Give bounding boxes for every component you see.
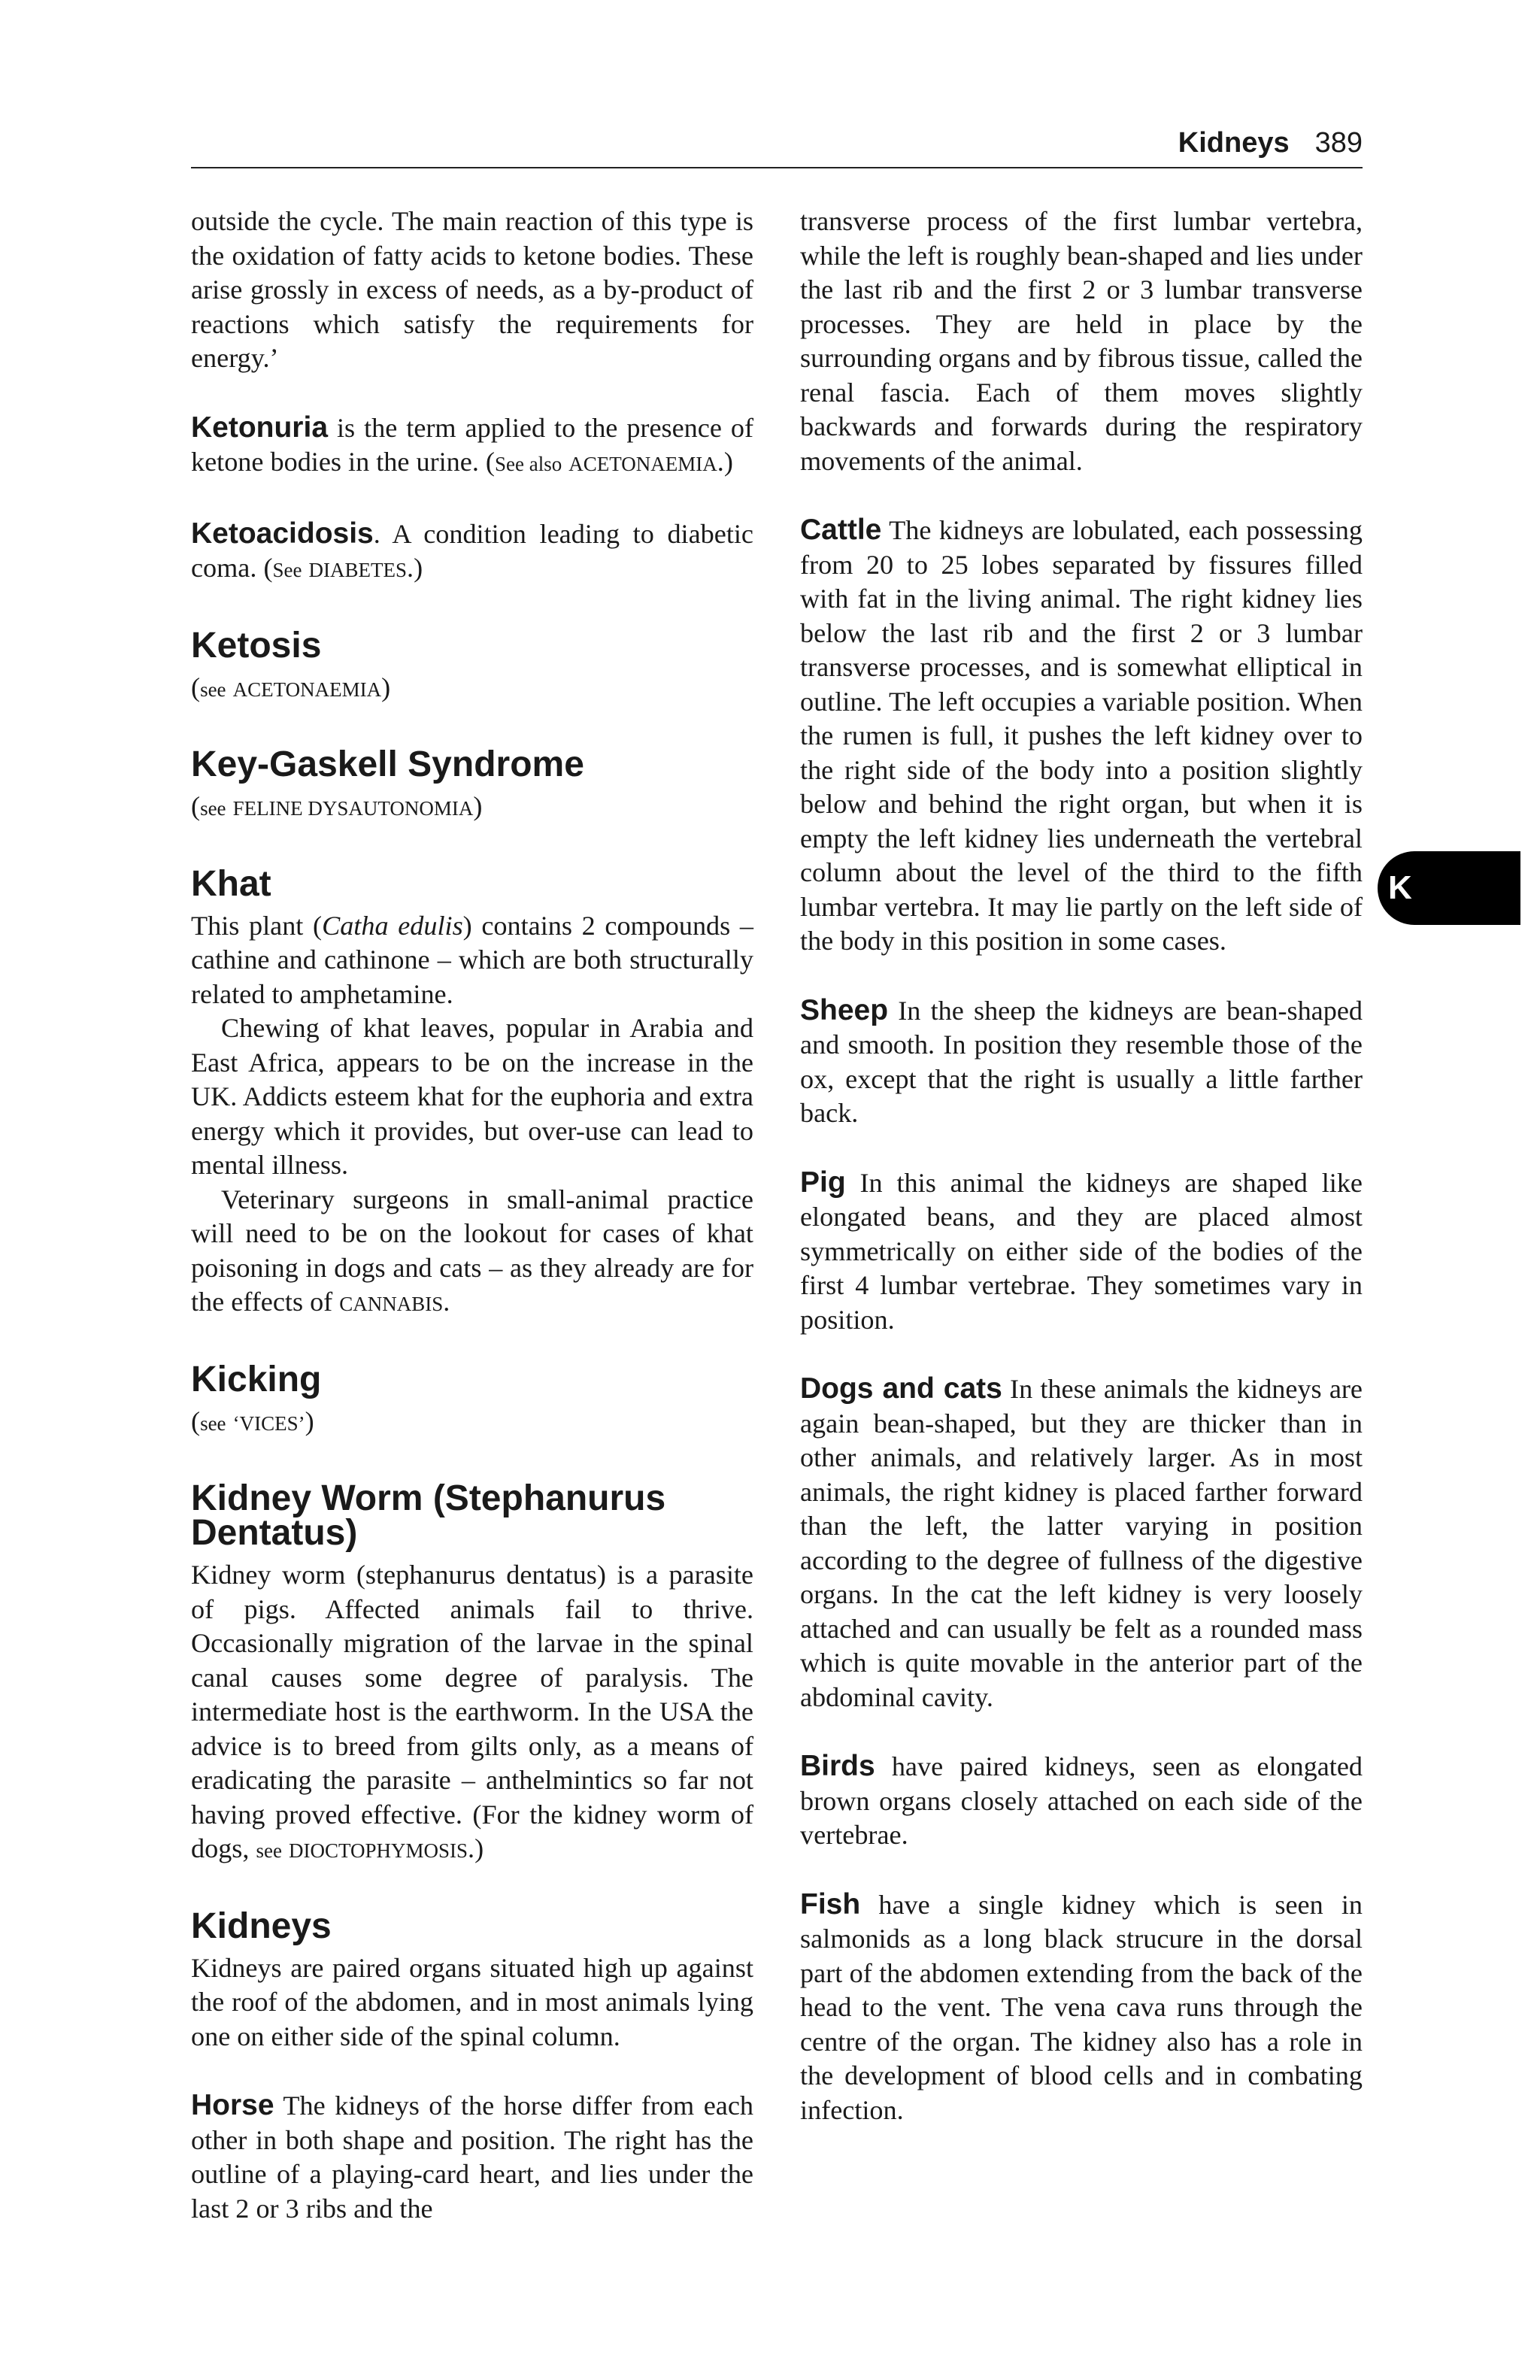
khat-paragraph-2: Chewing of khat leaves, popular in Arabia and East Africa, appears to be on the increase in the UK. Addicts esteem khat for the euphoria and extra energy which it provides, but over-use can lead to mental illness. [191,1013,753,1180]
subentry-term: Pig [800,1166,846,1199]
cross-reference: ‘VICES’ [232,1411,305,1435]
kidneys-paragraph: Kidneys are paired organs situated high up against the roof of the abdomen, and in most animals lying one on either side of the spinal column. [191,1952,753,2051]
subentry-term: Horse [191,2089,274,2121]
subentry-birds: Birds have paired kidneys, seen as elongated brown organs closely attached on each side of the vertebrae. [800,1750,1363,1850]
page-number: 389 [1314,127,1363,159]
subentry-sheep: Sheep In the sheep the kidneys are bean-shaped and smooth. In position they resemble those of the ox, except that the right is usually a little farther back. [800,993,1363,1128]
subentry-term: Dogs and cats [800,1372,1002,1405]
headword-ketosis: Ketosis [191,625,322,665]
subentry-pig: Pig In this animal the kidneys are shaped like elongated beans, and they are placed almost symmetrically on either side of the bodies of the first 4 lumbar vertebrae. They sometimes vary in position. [800,1166,1363,1335]
entry-ketoacidosis: Ketoacidosis. A condition leading to diabetic coma. (See DIABETES.) [191,517,753,583]
khat-paragraph-3: Veterinary surgeons in small-animal practice will need to be on the lookout for cases of khat poisoning in dogs and cats – as they already are for the effects of CANNABIS. [191,1184,753,1317]
right-column [800,205,1363,2127]
cross-reference: DIOCTOPHYMOSIS [289,1839,468,1862]
thumb-index-tab [1378,851,1520,925]
see-reference: (see ACETONAEMIA) [191,672,391,702]
subentry-dogs-and-cats: Dogs and cats In these animals the kidneys are again bean-shaped, but they are thicker than in other animals, and relatively larger. As in most animals, the right kidney is placed farther forward than the left, the latter varying in position according to the degree of fullness of the digestive organs. In the cat the left kidney is very loosely attached and can usually be felt as a rounded mass which is quite movable in the anterior part of the abdominal cavity. [800,1372,1363,1712]
headword-kidneys: Kidneys [191,1906,332,1946]
subentry-term: Fish [800,1887,861,1921]
paragraph-continuation: outside the cycle. The main reaction of this type is the oxidation of fatty acids to ketone bodies. These arise grossly in excess of needs, as a by-product of reactions which satisfy the requirements for energy.’ [191,206,753,373]
kidney-worm-paragraph: Kidney worm (stephanurus dentatus) is a parasite of pigs. Affected animals fail to thrive. Occasionally migration of the larvae in the spinal canal causes some degree of paralysis. The intermediate host is the earthworm. In the USA the advice is to breed from gilts only, as a means of eradicating the parasite – anthelmintics so far not having proved effective. (For the kidney worm of dogs, see DIOCTOPHYMOSIS.) [191,1560,753,1863]
subentry-fish: Fish have a single kidney which is seen in salmonids as a long black strucure in the dorsal part of the abdomen extending from the back of the head to the vent. The vena cava runs through the centre of the organ. The kidney also has a role in the development of blood cells and in combating infection. [800,1887,1363,2125]
running-header [191,125,1363,168]
horse-continuation: transverse process of the first lumbar vertebra, while the left is roughly bean-shaped and lies under the last rib and the first 2 or 3 lumbar transverse processes. They are held in place by the surrounding organs and by fibrous tissue, called the renal fascia. Each of them moves slightly backwards and forwards during the respiratory movements of the animal. [800,206,1363,476]
cross-reference: CANNABIS [339,1293,444,1315]
thumb-index-letter: K [1388,869,1412,906]
subentry-cattle: Cattle The kidneys are lobulated, each possessing from 20 to 25 lobes separated by fissures filled with fat in the living animal. The right kidney lies below the last rib and the first 2 or 3 lumbar transverse processes, and is somewhat elliptical in outline. The left occupies a variable position. When the rumen is full, it pushes the left kidney over to the right side of the body into a position slightly below and behind the right organ, but when it is empty the left kidney lies underneath the vertebral column about the level of the third to the fifth lumbar vertebra. It may lie partly on the left side of the body in this position in some cases. [800,514,1363,956]
khat-paragraph-1: This plant (Catha edulis) contains 2 compounds – cathine and cathinone – which are both structurally related to amphetamine. [191,910,753,1009]
cross-reference: FELINE DYSAUTONOMIA [232,797,474,820]
cross-reference: ACETONAEMIA [232,678,382,701]
subentry-term: Cattle [800,514,882,546]
see-reference: (see FELINE DYSAUTONOMIA) [191,791,483,821]
subentry-term: Sheep [800,993,889,1026]
headword-khat: Khat [191,863,271,904]
entry-term: Ketoacidosis [191,517,374,550]
left-column [191,205,753,2226]
entry-ketonuria: Ketonuria is the term applied to the presence of ketone bodies in the urine. (See also ACETONAEMIA.) [191,411,753,477]
running-title: Kidneys [1178,127,1290,159]
subentry-term: Birds [800,1750,875,1782]
see-reference: (see ‘VICES’) [191,1405,314,1436]
headword-kidney-worm: Kidney Worm (Stephanurus Dentatus) [191,1478,666,1553]
headword-key-gaskell: Key-Gaskell Syndrome [191,744,584,784]
cross-reference: DIABETES [308,559,408,581]
headword-kicking: Kicking [191,1359,322,1399]
cross-reference: ACETONAEMIA [568,453,717,475]
subentry-horse: Horse The kidneys of the horse differ from each other in both shape and position. The right has the outline of a playing-card heart, and lies under the last 2 or 3 ribs and the [191,2089,753,2224]
entry-term: Ketonuria [191,411,329,444]
